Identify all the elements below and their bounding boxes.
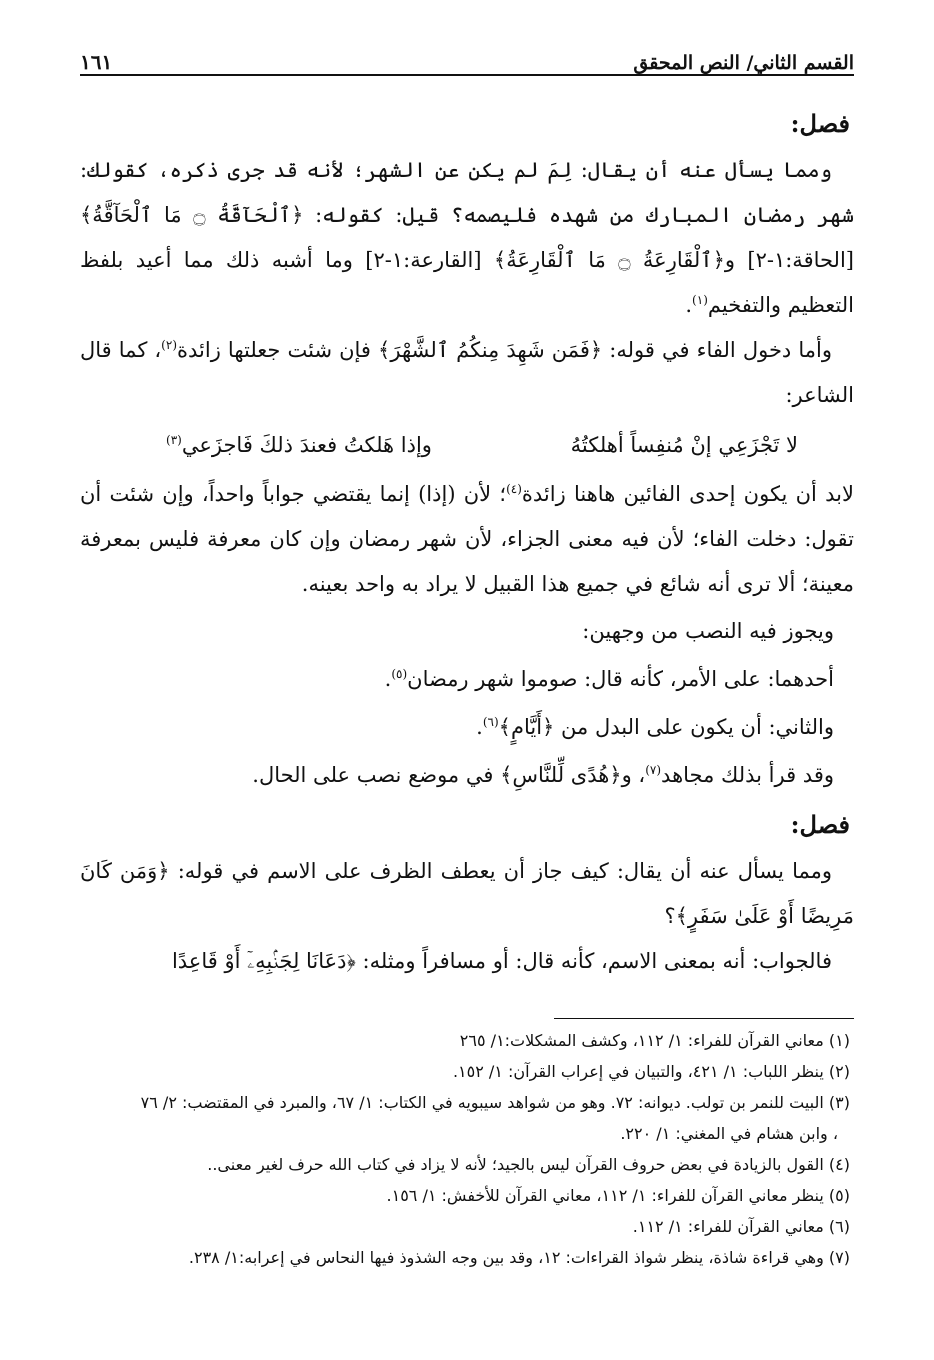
paragraph-1: ومما يسأل عنه أن يقال: لِمَ لم يكن عن الشهر؛ لأنه قد جرى ذكره، كقولك: شهر رمضان المبارك من شهده فليصمه؟ قيل: كقوله: ﴿ٱلْحَآقَّةُ ۝ مَا ٱلْحَآقَّةُ﴾ [الحاقة:١-٢] و﴿ٱلْقَارِعَةُ ۝ مَا ٱلْقَارِعَةُ﴾ [القارعة:١-٢] وما أشبه ذلك مما أعيد بلفظ التعظيم والتفخيم$^{(١)}$.	[80, 158, 854, 317]
poetry-verse	[80, 422, 854, 468]
line-first-way-text: أحدهما: على الأمر، كأنه قال: صوموا شهر رمضان	[407, 667, 834, 691]
section-heading-1: فصل:	[790, 109, 850, 138]
line-second-way: والثاني: أن يكون على البدل من ﴿أَيَّامٍ﴾$^{(٦)}$.	[476, 715, 834, 739]
page	[80, 40, 854, 1273]
line-mujahid	[80, 751, 854, 799]
footnote-4: (٤) القول بالزيادة في بعض حروف القرآن ليس بالجيد؛ لأنه لا يزاد في كتاب الله حرف لغير معنى..	[207, 1155, 850, 1174]
footnote-ref-2[interactable]: (٢)	[161, 338, 177, 352]
paragraph-3	[80, 472, 854, 607]
verse-second-hemistich: وإذا هَلكتُ فعندَ ذلكَ فَاجزَعي	[181, 433, 432, 457]
footnote-5: (٥) ينظر معاني القرآن للفراء: ١/ ١١٢، معاني القرآن للأخفش: ١/ ١٥٦.	[386, 1186, 850, 1205]
paragraph-2	[80, 328, 854, 418]
footnote-2: (٢) ينظر اللباب: ١/ ٤٢١، والتبيان في إعراب القرآن: ١/ ١٥٢.	[452, 1062, 850, 1081]
line-second-way-text: والثاني: أن يكون على البدل من ﴿أَيَّامٍ﴾	[498, 715, 834, 739]
verse-first-hemistich: لا تَجْزَعِي إنْ مُنفِساً أهلكتُهُ	[570, 433, 798, 457]
footnote-ref-3[interactable]: (٣)	[166, 433, 182, 447]
footnote-ref-5[interactable]: (٥)	[391, 667, 408, 681]
line-mujahid-text: وقد قرأ بذلك مجاهد	[661, 763, 834, 787]
paragraph-3-text-end: ؛ لأن (إذا) إنما يقتضي جواباً واحداً، وإن شئت أن تقول: دخلت الفاء؛ لأن فيه معنى الجزاء، لأن شهر رمضان وإن كان معرفة فليس بمعرفة معينة؛ ألا ترى أنه شائع في جميع هذا القبيل لا يراد به واحد بعينه.	[80, 482, 854, 596]
footnote-6: (٦) معاني القرآن للفراء: ١/ ١١٢.	[632, 1217, 850, 1236]
line-two-ways: ويجوز فيه النصب من وجهين:	[582, 619, 834, 643]
footnote-ref-4[interactable]: (٤)	[506, 482, 522, 496]
footnotes	[80, 1025, 854, 1273]
footnote-ref-1[interactable]: (١)	[692, 293, 708, 307]
section-heading-2: فصل:	[790, 810, 850, 839]
header-title: القسم الثاني/ النص المحقق	[633, 52, 854, 74]
paragraph-4: ومما يسأل عنه أن يقال: كيف جاز أن يعطف الظرف على الاسم في قوله: ﴿وَمَن كَانَ مَرِيضًا أَوْ عَلَىٰ سَفَرٍ﴾؟	[80, 859, 854, 928]
line-first-way: أحدهما: على الأمر، كأنه قال: صوموا شهر رمضان$^{(٥)}$.	[384, 667, 834, 691]
verse-second-hemistich-wrap	[166, 422, 432, 468]
footnote-3: (٣) البيت للنمر بن تولب. ديوانه: ٧٢. وهو من شواهد سيبويه في الكتاب: ١/ ٦٧، والمبرد في المقتضب: ٢/ ٧٦	[140, 1093, 850, 1112]
paragraph-1-text: ومما يسأل عنه أن يقال: لِمَ لم يكن عن الشهر؛ لأنه قد جرى ذكره، كقولك: شهر رمضان المبارك من شهده فليصمه؟ قيل: كقوله: ﴿ٱلْحَآقَّةُ ۝ مَا ٱلْحَآقَّةُ﴾ [الحاقة:١-٢] و﴿ٱلْقَارِعَةُ ۝ مَا ٱلْقَارِعَةُ﴾ [القارعة:١-٢] وما أشبه ذلك مما أعيد بلفظ التعظيم والتفخيم	[80, 158, 854, 317]
footnote-ref-7[interactable]: (٧)	[645, 763, 662, 777]
footnote-divider	[554, 1018, 854, 1019]
page-number: ١٦١	[80, 50, 113, 74]
line-mujahid-text-end: ، و﴿هُدًى لِّلنَّاسِ﴾ في موضع نصب على الحال.	[252, 763, 646, 787]
paragraph-5: فالجواب: أنه بمعنى الاسم، كأنه قال: أو مسافراً ومثله: ﴿دَعَانَا لِجَنۢبِهِۦٓ أَوْ قَاعِدًا	[171, 949, 832, 973]
footnote-1: (١) معاني القرآن للفراء: ١/ ١١٢، وكشف المشكلات:١/ ٢٦٥	[459, 1031, 850, 1050]
footnote-7: (٧) وهي قراءة شاذة، ينظر شواذ القراءات: ١٢، وقد بين وجه الشذوذ فيها النحاس في إعرابه:١/ ٢٣٨.	[188, 1248, 850, 1267]
paragraph-2-text: وأما دخول الفاء في قوله: ﴿فَمَن شَهِدَ مِنكُمُ ٱلشَّهْرَ﴾ فإن شئت جعلتها زائدة	[177, 338, 832, 362]
paragraph-3-text: لابد أن يكون إحدى الفائين هاهنا زائدة	[521, 482, 854, 506]
running-header	[80, 40, 854, 76]
footnote-3-continued: ، وابن هشام في المغني: ١/ ٢٢٠.	[620, 1124, 838, 1143]
footnote-ref-6[interactable]: (٦)	[482, 715, 499, 729]
paragraph-2-text-end: ، كما قال الشاعر:	[80, 338, 854, 407]
